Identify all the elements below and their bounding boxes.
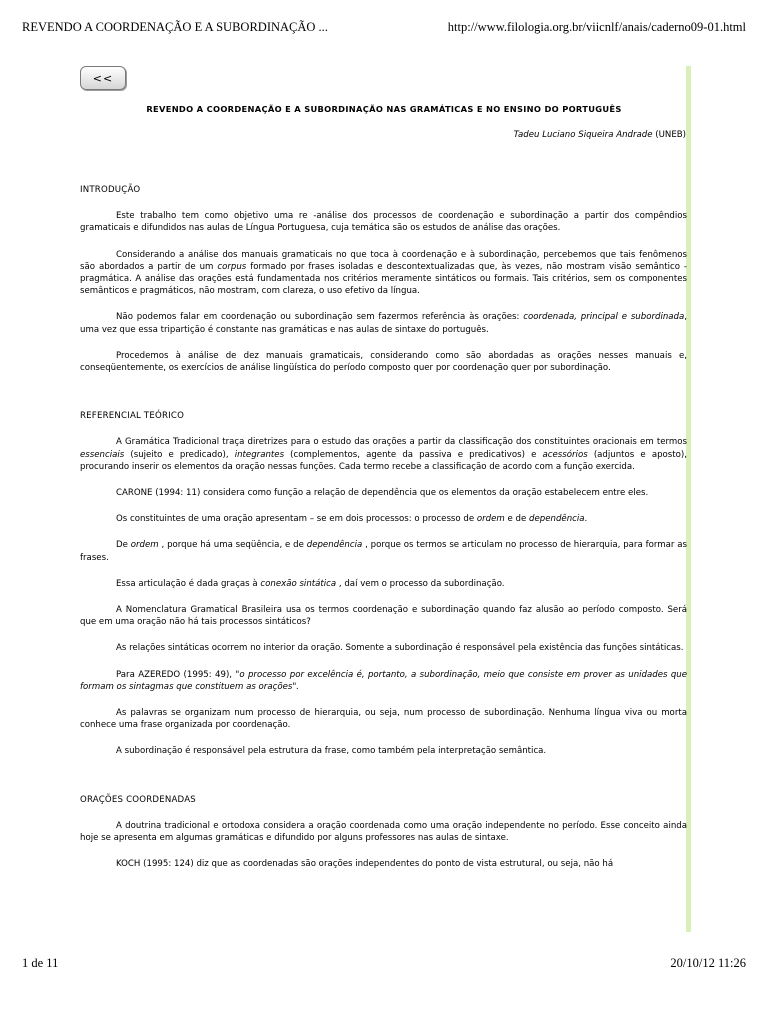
- paragraph: Este trabalho tem como objetivo uma re -análise dos processos de coordenação e subordinação a partir dos compêndios gramaticais e difundidos nas aulas de Língua Portuguesa, cuja temática são os estudos de análise das orações.: [80, 211, 687, 234]
- paragraph: A doutrina tradicional e ortodoxa considera a oração coordenada como uma oração independente no período. Esse conceito ainda hoje se apresenta em algumas gramáticas e difundido por alguns professores nas aulas de sintaxe.: [80, 820, 687, 844]
- section-heading-coordenadas: ORAÇÕES COORDENADAS: [80, 794, 196, 805]
- author-name: Tadeu Luciano Siqueira Andrade: [513, 130, 653, 140]
- page-counter: 1 de 11: [22, 956, 59, 970]
- paragraph: Não podemos falar em coordenação ou subordinação sem fazermos referência às orações: coordenada, principal e subordinada, uma vez que essa tripartição é constante nas gramáticas e nas aulas de sintaxe do português.: [80, 312, 688, 335]
- paragraph: KOCH (1995: 124) diz que as coordenadas são orações independentes do ponto de vista estrutural, ou seja, não há: [116, 859, 614, 870]
- section-heading-referencial: REFERENCIAL TEÓRICO: [80, 411, 185, 422]
- paragraph: De ordem , porque há uma seqüência, e de dependência , porque os termos se articulam no processo de hierarquia, para formar as frases.: [80, 540, 687, 563]
- paragraph: Para AZEREDO (1995: 49), "o processo por excelência é, portanto, a subordinação, meio que consiste em prover as unidades que formam os sintagmas que constituem as orações".: [80, 669, 688, 692]
- author-line: [514, 130, 686, 140]
- back-button[interactable]: <<: [80, 66, 126, 90]
- paragraph: Considerando a análise dos manuais gramaticais no que toca à coordenação e à subordinação, percebemos que tais fenômenos são abordados a partir de um corpus formado por frases isoladas e descontextualizadas que, às vezes, não mostram visão semântico - pragmática. A análise das orações está fundamentada nos critérios meramente sintáticos ou formais. Tais critérios, sem os componentes semânticos e pragmáticos, não mostram, com clareza, o uso efetivo da língua.: [80, 249, 688, 297]
- print-header: [22, 20, 746, 36]
- print-footer: [22, 956, 746, 972]
- section-heading-introducao: INTRODUÇÃO: [80, 185, 141, 195]
- print-header-url[interactable]: http://www.filologia.org.br/viicnlf/anais/caderno09-01.html: [447, 20, 746, 34]
- paragraph: CARONE (1994: 11) considera como função a relação de dependência que os elementos da oração estabelecem entre eles.: [116, 488, 649, 499]
- paragraph: Essa articulação é dada graças à conexão sintática , daí vem o processo da subordinação.: [116, 578, 505, 589]
- article-title: REVENDO A COORDENAÇÃO E A SUBORDINAÇÃO NAS GRAMÁTICAS E NO ENSINO DO PORTUGUÊS: [146, 104, 622, 114]
- paragraph: A subordinação é responsável pela estrutura da frase, como também pela interpretação semântica.: [116, 746, 547, 757]
- paragraph: As palavras se organizam num processo de hierarquia, ou seja, num processo de subordinação. Nenhuma língua viva ou morta conhece uma frase organizada por coordenação.: [80, 708, 687, 731]
- content-frame: [70, 62, 690, 934]
- author-affiliation: (UNEB): [652, 130, 686, 140]
- article-body: [80, 184, 687, 871]
- paragraph: A Gramática Tradicional traça diretrizes para o estudo das orações a partir da classificação dos constituintes oracionais em termos essenciais (sujeito e predicado), integrantes (complementos, agente da passiva e predicativos) e acessórios (adjuntos e aposto), procurando inserir os elementos da oração nessas funções. Cada termo recebe a classificação de acordo com a função exercida.: [80, 437, 687, 472]
- paragraph: Procedemos à análise de dez manuais gramaticais, considerando como são abordadas as orações nesses manuais e, conseqüentemente, os exercícios de análise lingüística do período composto quer por coordenação quer por subordinação.: [80, 350, 687, 374]
- paragraph: As relações sintáticas ocorrem no interior da oração. Somente a subordinação é responsável pela existência das funções sintáticas.: [116, 643, 684, 654]
- paragraph: A Nomenclatura Gramatical Brasileira usa os termos coordenação e subordinação quando faz alusão ao período composto. Será que em uma oração não há tais processos sintáticos?: [80, 605, 687, 628]
- print-timestamp: 20/10/12 11:26: [670, 956, 746, 970]
- paragraph: Os constituintes de uma oração apresentam – se em dois processos: o processo de ordem e de dependência.: [116, 514, 588, 525]
- print-header-title: REVENDO A COORDENAÇÃO E A SUBORDINAÇÃO ...: [22, 20, 328, 34]
